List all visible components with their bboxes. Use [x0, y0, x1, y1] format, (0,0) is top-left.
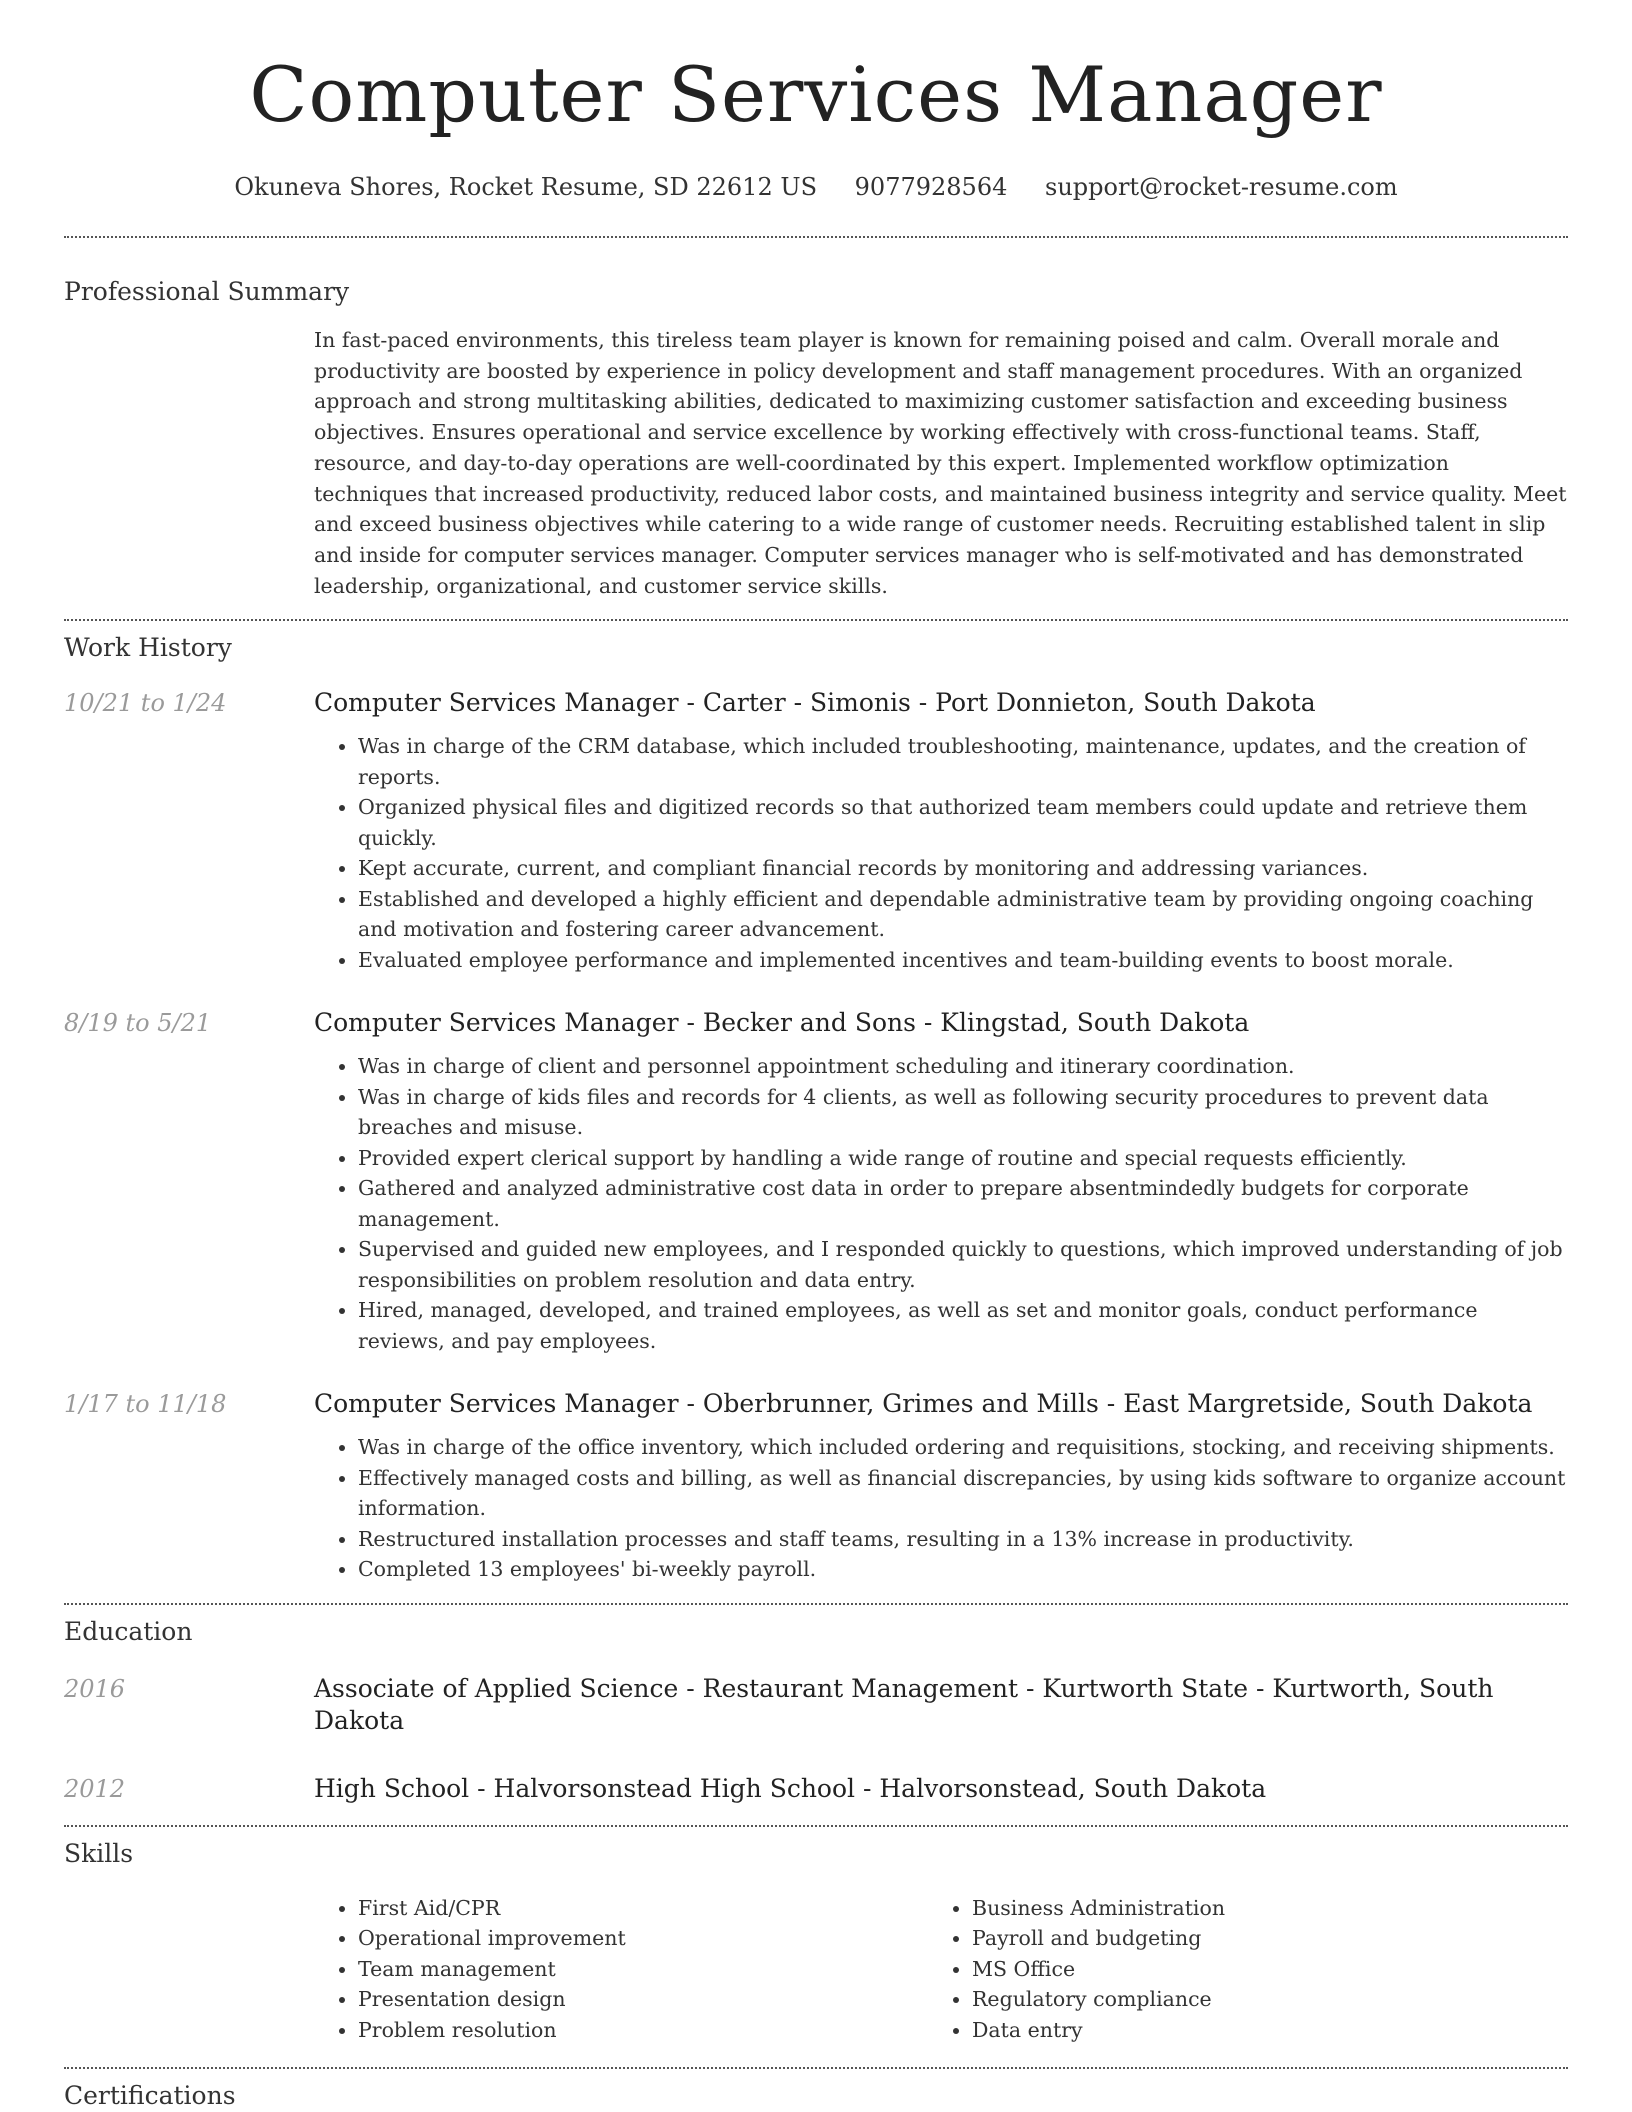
summary-heading: Professional Summary — [64, 277, 350, 306]
list-item: • Hired, managed, developed, and trained employees, as well as set and monitor goals, conduct performance reviews, and pay employees. — [358, 1295, 1568, 1356]
list-item: • Was in charge of kids files and records for 4 clients, as well as following security procedures to prevent data breaches and misuse. — [358, 1082, 1568, 1143]
list-item: • Provided expert clerical support by handling a wide range of routine and special requests efficiently. — [358, 1143, 1568, 1174]
list-item: • Restructured installation processes and staff teams, resulting in a 13% increase in productivity. — [358, 1524, 1568, 1555]
list-item: • Organized physical files and digitized records so that authorized team members could update and retrieve them quickly. — [358, 792, 1568, 853]
job-dates: 8/19 to 5/21 — [64, 1009, 212, 1038]
education-entry — [64, 1673, 1568, 1737]
summary-text: In fast-paced environments, this tireless team player is known for remaining poised and calm. Overall morale and productivity are boosted by experience in policy development and staff management procedures. With an organized approach and strong multitasking abilities, dedicated to maximizing customer satisfaction and exceeding business objectives. Ensures operational and service excellence by working effectively with cross-functional teams. Staff, resource, and day-to-day operations are well-coordinated by this expert. Implemented workflow optimization techniques that increased productivity, reduced labor costs, and maintained business integrity and service quality. Meet and exceed business objectives while catering to a wide range of customer needs. Recruiting established talent in slip and inside for computer services manager. Computer services manager who is self-motivated and has demonstrated leadership, organizational, and customer service skills. — [314, 328, 1567, 598]
job-heading: Computer Services Manager - Carter - Simonis - Port Donnieton, South Dakota — [314, 688, 1316, 718]
job-dates: 10/21 to 1/24 — [64, 689, 227, 718]
list-item: • Effectively managed costs and billing, as well as financial discrepancies, by using kids software to organize account information. — [358, 1463, 1568, 1524]
skill-item: • Data entry — [972, 2015, 1542, 2046]
skills-list-right — [928, 1893, 1542, 2046]
contact-line — [64, 172, 1568, 202]
section-divider — [64, 1825, 1568, 1827]
list-item: • Supervised and guided new employees, and I responded quickly to questions, which improved understanding of job responsibilities on problem resolution and data entry. — [358, 1234, 1568, 1295]
education-heading-line: High School - Halvorsonstead High School - Halvorsonstead, South Dakota — [314, 1773, 1267, 1803]
skill-item: • MS Office — [972, 1954, 1542, 1985]
job-entry — [64, 1388, 1568, 1585]
education-heading: Education — [64, 1616, 193, 1646]
skills-section — [64, 1839, 1568, 2046]
contact-email: support@rocket-resume.com — [1045, 173, 1398, 201]
job-bullets — [314, 1051, 1568, 1356]
skill-item: • First Aid/CPR — [358, 1893, 928, 1924]
work-history-heading: Work History — [64, 633, 232, 663]
list-item: • Established and developed a highly efficient and dependable administrative team by providing ongoing coaching and motivation and fostering career advancement. — [358, 884, 1568, 945]
job-dates: 1/17 to 11/18 — [64, 1390, 227, 1419]
skills-heading: Skills — [64, 1838, 134, 1868]
education-year: 2016 — [64, 1674, 126, 1703]
skill-item: • Presentation design — [358, 1984, 928, 2015]
section-divider — [64, 236, 1568, 238]
skills-spacer — [64, 1893, 314, 2046]
job-bullets — [314, 1432, 1568, 1585]
job-bullets — [314, 731, 1568, 975]
job-entry — [64, 687, 1568, 975]
resume-name: Computer Services Manager — [249, 50, 1383, 139]
work-history-section — [64, 633, 1568, 1585]
education-year: 2012 — [64, 1774, 126, 1803]
job-heading: Computer Services Manager - Oberbrunner, Grimes and Mills - East Margretside, South Dakota — [314, 1389, 1533, 1419]
skill-item: • Payroll and budgeting — [972, 1923, 1542, 1954]
education-section — [64, 1617, 1568, 1805]
skill-item: • Regulatory compliance — [972, 1984, 1542, 2015]
list-item: • Was in charge of the CRM database, which included troubleshooting, maintenance, updates, and the creation of reports. — [358, 731, 1568, 792]
list-item: • Was in charge of the office inventory, which included ordering and requisitions, stocking, and receiving shipments. — [358, 1432, 1568, 1463]
contact-phone: 9077928564 — [854, 173, 1008, 201]
skill-item: • Operational improvement — [358, 1923, 928, 1954]
section-divider — [64, 619, 1568, 621]
skill-item: • Business Administration — [972, 1893, 1542, 1924]
certifications-heading: Certifications — [64, 2081, 236, 2111]
list-item: • Was in charge of client and personnel appointment scheduling and itinerary coordination. — [358, 1051, 1568, 1082]
resume-page — [64, 0, 1568, 2111]
education-heading-line: Associate of Applied Science - Restaurant Management - Kurtworth State - Kurtworth, South Dakota — [314, 1673, 1494, 1735]
skill-item: • Problem resolution — [358, 2015, 928, 2046]
section-divider — [64, 2067, 1568, 2069]
skills-list-left — [314, 1893, 928, 2046]
summary-spacer — [64, 325, 314, 601]
skill-item: • Team management — [358, 1954, 928, 1985]
contact-address: Okuneva Shores, Rocket Resume, SD 22612 US — [234, 173, 818, 201]
list-item: • Completed 13 employees' bi-weekly payroll. — [358, 1554, 1568, 1585]
skills-column-left — [314, 1893, 928, 2046]
list-item: • Evaluated employee performance and implemented incentives and team-building events to boost morale. — [358, 945, 1568, 976]
job-entry — [64, 1007, 1568, 1356]
job-heading: Computer Services Manager - Becker and Sons - Klingstad, South Dakota — [314, 1008, 1250, 1038]
list-item: • Kept accurate, current, and compliant financial records by monitoring and addressing variances. — [358, 853, 1568, 884]
summary-section — [64, 277, 1568, 601]
skills-column-right — [928, 1893, 1542, 2046]
education-entry — [64, 1773, 1568, 1805]
list-item: • Gathered and analyzed administrative cost data in order to prepare absentmindedly budgets for corporate management. — [358, 1173, 1568, 1234]
section-divider — [64, 1603, 1568, 1605]
